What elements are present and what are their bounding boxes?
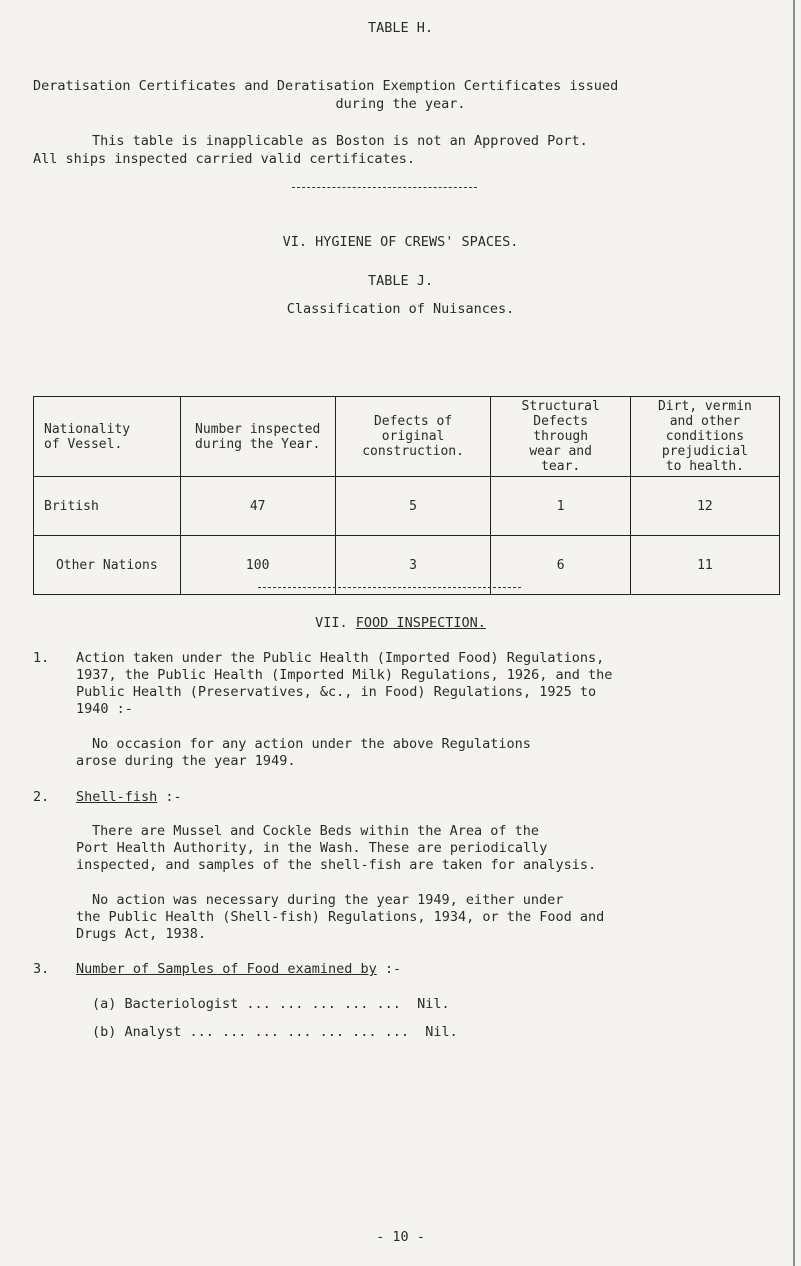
item-2-para2-line1: No action was necessary during the year 1949, either under [92, 892, 564, 908]
table-row [34, 477, 780, 536]
cell-nationality: British [34, 477, 181, 536]
section-vii-number: VII. [315, 615, 356, 631]
item-2-para1-line2: Port Health Authority, in the Wash. These are periodically [76, 840, 548, 856]
cell-number-inspected: 100 [180, 536, 335, 595]
table-j-title: TABLE J. [367, 273, 434, 289]
item-1-line3: Public Health (Preservatives, &c., in Food) Regulations, 1925 to [76, 684, 597, 700]
table-h-title: TABLE H. [367, 20, 434, 36]
item-3-heading [76, 961, 401, 978]
item-1-number: 1. [33, 650, 50, 666]
table-row [34, 536, 780, 595]
section-divider [258, 587, 521, 588]
section-vii-heading [0, 615, 801, 632]
cell-dirt-vermin: 11 [630, 536, 779, 595]
table-h-note-line2: All ships inspected carried valid certificates. [33, 151, 416, 167]
table-header-row [34, 397, 780, 477]
item-2-para2-line2: the Public Health (Shell-fish) Regulations, 1934, or the Food and [76, 909, 605, 925]
item-2-para1-line3: inspected, and samples of the shell-fish are taken for analysis. [76, 857, 597, 873]
item-3-heading-suffix: :- [376, 961, 402, 977]
item-2-para1-line1: There are Mussel and Cockle Beds within the Area of the [92, 823, 540, 839]
item-1-para-line2: arose during the year 1949. [76, 753, 296, 769]
item-2-para2-line3: Drugs Act, 1938. [76, 926, 207, 942]
cell-defects-original: 3 [335, 536, 491, 595]
section-vi-heading: VI. HYGIENE OF CREWS' SPACES. [282, 234, 519, 250]
item-2-heading [76, 789, 182, 806]
table-h-note-line1: This table is inapplicable as Boston is not an Approved Port. [92, 133, 588, 149]
item-3-line-b: (b) Analyst ... ... ... ... ... ... ... Nil. [92, 1024, 458, 1040]
table-h-heading-line1: Deratisation Certificates and Deratisation Exemption Certificates issued [33, 78, 619, 94]
cell-structural-defects: 1 [491, 477, 630, 536]
table-h-heading-line2: during the year. [335, 96, 466, 112]
col-header-structural-defects: Structural Defects through wear and tear. [491, 397, 630, 477]
section-divider [292, 187, 477, 188]
page-number: - 10 - [376, 1229, 425, 1245]
item-1-line1: Action taken under the Public Health (Imported Food) Regulations, [76, 650, 605, 666]
col-header-dirt-vermin: Dirt, vermin and other conditions prejudicial to health. [630, 397, 779, 477]
cell-dirt-vermin: 12 [630, 477, 779, 536]
cell-defects-original: 5 [335, 477, 491, 536]
nuisances-table [33, 396, 780, 595]
cell-structural-defects: 6 [491, 536, 630, 595]
item-2-number: 2. [33, 789, 50, 805]
item-3-number: 3. [33, 961, 50, 977]
col-header-nationality: Nationality of Vessel. [34, 397, 181, 477]
table-j-subtitle: Classification of Nuisances. [286, 301, 515, 317]
item-1-para-line1: No occasion for any action under the above Regulations [92, 736, 531, 752]
cell-nationality: Other Nations [34, 536, 181, 595]
cell-number-inspected: 47 [180, 477, 335, 536]
item-2-heading-text: Shell-fish [76, 789, 158, 805]
item-3-heading-text: Number of Samples of Food examined by [76, 961, 377, 977]
col-header-defects-original: Defects of original construction. [335, 397, 491, 477]
item-2-heading-suffix: :- [157, 789, 182, 805]
page-edge [793, 0, 795, 1266]
item-1-line4: 1940 :- [76, 701, 133, 717]
item-1-line2: 1937, the Public Health (Imported Milk) Regulations, 1926, and the [76, 667, 613, 683]
col-header-number-inspected: Number inspected during the Year. [180, 397, 335, 477]
section-vii-title: FOOD INSPECTION. [355, 615, 486, 631]
item-3-line-a: (a) Bacteriologist ... ... ... ... ... Nil. [92, 996, 450, 1012]
